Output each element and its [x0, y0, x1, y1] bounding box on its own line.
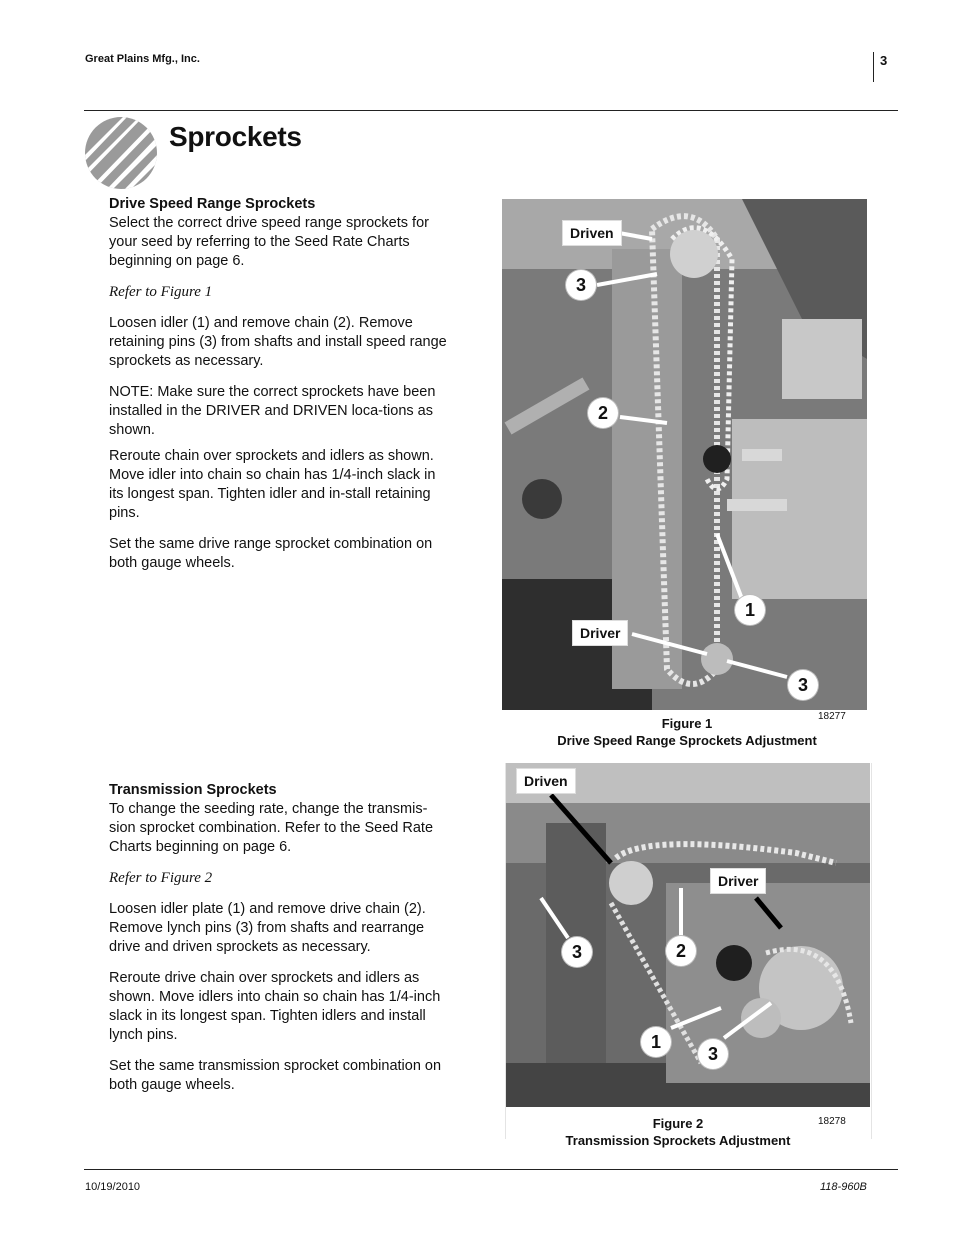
- drive-speed-note: NOTE: Make sure the correct sprockets have been installed in the DRIVER and DRIVEN loca-tions as shown.: [109, 384, 436, 438]
- figure-2-photo: [506, 763, 870, 1107]
- section-title: Sprockets: [169, 121, 302, 152]
- transmission-step-1: Loosen idler plate (1) and remove drive chain (2). Remove lynch pins (3) from shafts and rearrange drive and driven sprockets as necessary.: [109, 901, 426, 955]
- figure-1-image-id: 18277: [818, 711, 846, 722]
- figure-2-driver-label: Driver: [710, 868, 766, 894]
- transmission-step-2: Reroute drive chain over sprockets and idlers as shown. Move idlers into chain so chain has 1/4-inch slack in its longest span. Tighten idlers and install lynch pins.: [109, 970, 441, 1043]
- figure-1-callout-1: 1: [735, 595, 765, 625]
- transmission-step-3: Set the same transmission sprocket combination on both gauge wheels.: [109, 1058, 442, 1093]
- figure-2-caption: [505, 1115, 851, 1149]
- figure-1-driven-label: Driven: [562, 220, 622, 246]
- page-number-divider: [873, 52, 874, 82]
- transmission-heading: Transmission Sprockets: [109, 782, 277, 798]
- drive-speed-heading: Drive Speed Range Sprockets: [109, 196, 316, 212]
- wheat-stripes-logo-icon: [84, 116, 158, 190]
- figure-1-callout-2: 2: [588, 398, 618, 428]
- transmission-figure-reference: Refer to Figure 2: [109, 870, 213, 886]
- figure-2-callout-2: 2: [666, 936, 696, 966]
- figure-1-callout-3-bottom: 3: [788, 670, 818, 700]
- figure-1-caption: [502, 715, 872, 749]
- figure-2-callout-3-left: 3: [562, 937, 592, 967]
- company-name: Great Plains Mfg., Inc.: [85, 53, 200, 65]
- figure-2-callout-1: 1: [641, 1027, 671, 1057]
- figure-1-title: Drive Speed Range Sprockets Adjustment: [557, 733, 817, 748]
- footer-document-code: 118-960B: [820, 1181, 867, 1193]
- drive-speed-step-3: Set the same drive range sprocket combination on both gauge wheels.: [109, 536, 433, 571]
- figure-1-illustration: [502, 199, 867, 710]
- drive-speed-intro: Select the correct drive speed range sprockets for your seed by referring to the Seed Rate Charts beginning on page 6.: [109, 215, 429, 269]
- figure-2-callout-3-right: 3: [698, 1039, 728, 1069]
- transmission-text: [109, 781, 449, 1095]
- figure-1-number: Figure 1: [661, 716, 713, 731]
- figure-2-image-id: 18278: [818, 1116, 846, 1127]
- figure-1-callout-3-top: 3: [566, 270, 596, 300]
- footer-date: 10/19/2010: [85, 1181, 141, 1193]
- footer-rule: [84, 1169, 898, 1170]
- figure-1-driver-label: Driver: [572, 620, 628, 646]
- figure-2-title: Transmission Sprockets Adjustment: [565, 1133, 791, 1148]
- drive-speed-step-2: Reroute chain over sprockets and idlers as shown. Move idler into chain so chain has 1/4-inch slack in its longest span. Tighten idler and in-stall retaining pins.: [109, 448, 436, 521]
- figure-2-illustration: [506, 763, 870, 1107]
- figure-1-photo: [502, 199, 867, 710]
- figure-2-number: Figure 2: [652, 1116, 704, 1131]
- header-rule: [84, 110, 898, 111]
- page-number: 3: [880, 53, 888, 68]
- drive-speed-step-1: Loosen idler (1) and remove chain (2). Remove retaining pins (3) from shafts and install speed range sprockets as necessary.: [109, 315, 447, 369]
- drive-speed-figure-reference: Refer to Figure 1: [109, 284, 213, 300]
- figure-2-driven-label: Driven: [516, 768, 576, 794]
- transmission-intro: To change the seeding rate, change the transmis-sion sprocket combination. Refer to the Seed Rate Charts beginning on page 6.: [109, 801, 434, 855]
- drive-speed-text: [109, 195, 449, 573]
